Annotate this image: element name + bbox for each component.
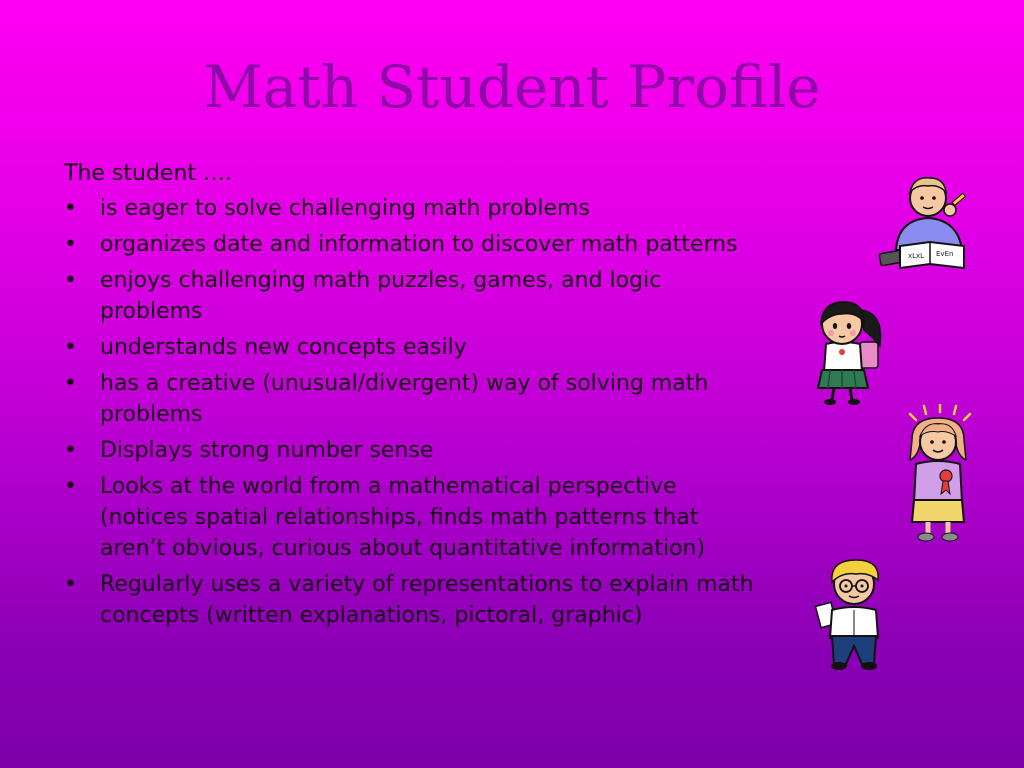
slide-title: Math Student Profile — [203, 53, 821, 121]
bullet-icon: • — [64, 196, 77, 221]
bullet-item — [64, 193, 764, 224]
intro-text: The student …. — [64, 161, 232, 186]
bullet-item — [64, 368, 764, 430]
boy-glasses-clipart — [812, 554, 896, 674]
bullet-text: Regularly uses a variety of representations to explain math concepts (written explanations, pictoral, graphic) — [100, 572, 754, 628]
bullet-text: understands new concepts easily — [100, 335, 467, 360]
bullet-text: Displays strong number sense — [100, 438, 434, 463]
bullet-icon: • — [64, 232, 77, 257]
girl-ribbon-award-clipart — [898, 404, 980, 544]
bullet-icon: • — [64, 335, 77, 360]
girl-schoolbag-clipart — [802, 296, 888, 408]
boy-reading-book-clipart — [878, 170, 982, 274]
bullet-item — [64, 569, 764, 631]
bullet-item — [64, 435, 764, 466]
bullet-icon: • — [64, 438, 77, 463]
bullet-item — [64, 332, 764, 363]
bullet-list — [64, 193, 764, 631]
bullet-text: Looks at the world from a mathematical perspective (notices spatial relationships, finds math patterns that aren’t obvious, curious about quantitative information) — [100, 474, 706, 561]
svg-text:xLxL: xLxL — [908, 252, 925, 260]
bullet-icon: • — [64, 474, 77, 499]
bullet-icon: • — [64, 572, 77, 597]
bullet-item — [64, 229, 764, 260]
bullet-text: has a creative (unusual/divergent) way of solving math problems — [100, 371, 709, 427]
bullet-text: organizes date and information to discover math patterns — [100, 232, 738, 257]
bullet-icon: • — [64, 371, 77, 396]
bullet-icon: • — [64, 268, 77, 293]
bullet-item — [64, 265, 764, 327]
bullet-item — [64, 471, 764, 564]
svg-text:EvEn: EvEn — [936, 250, 954, 258]
bullet-text: is eager to solve challenging math problems — [100, 196, 590, 221]
slide-body — [64, 158, 764, 636]
bullet-text: enjoys challenging math puzzles, games, and logic problems — [100, 268, 662, 324]
